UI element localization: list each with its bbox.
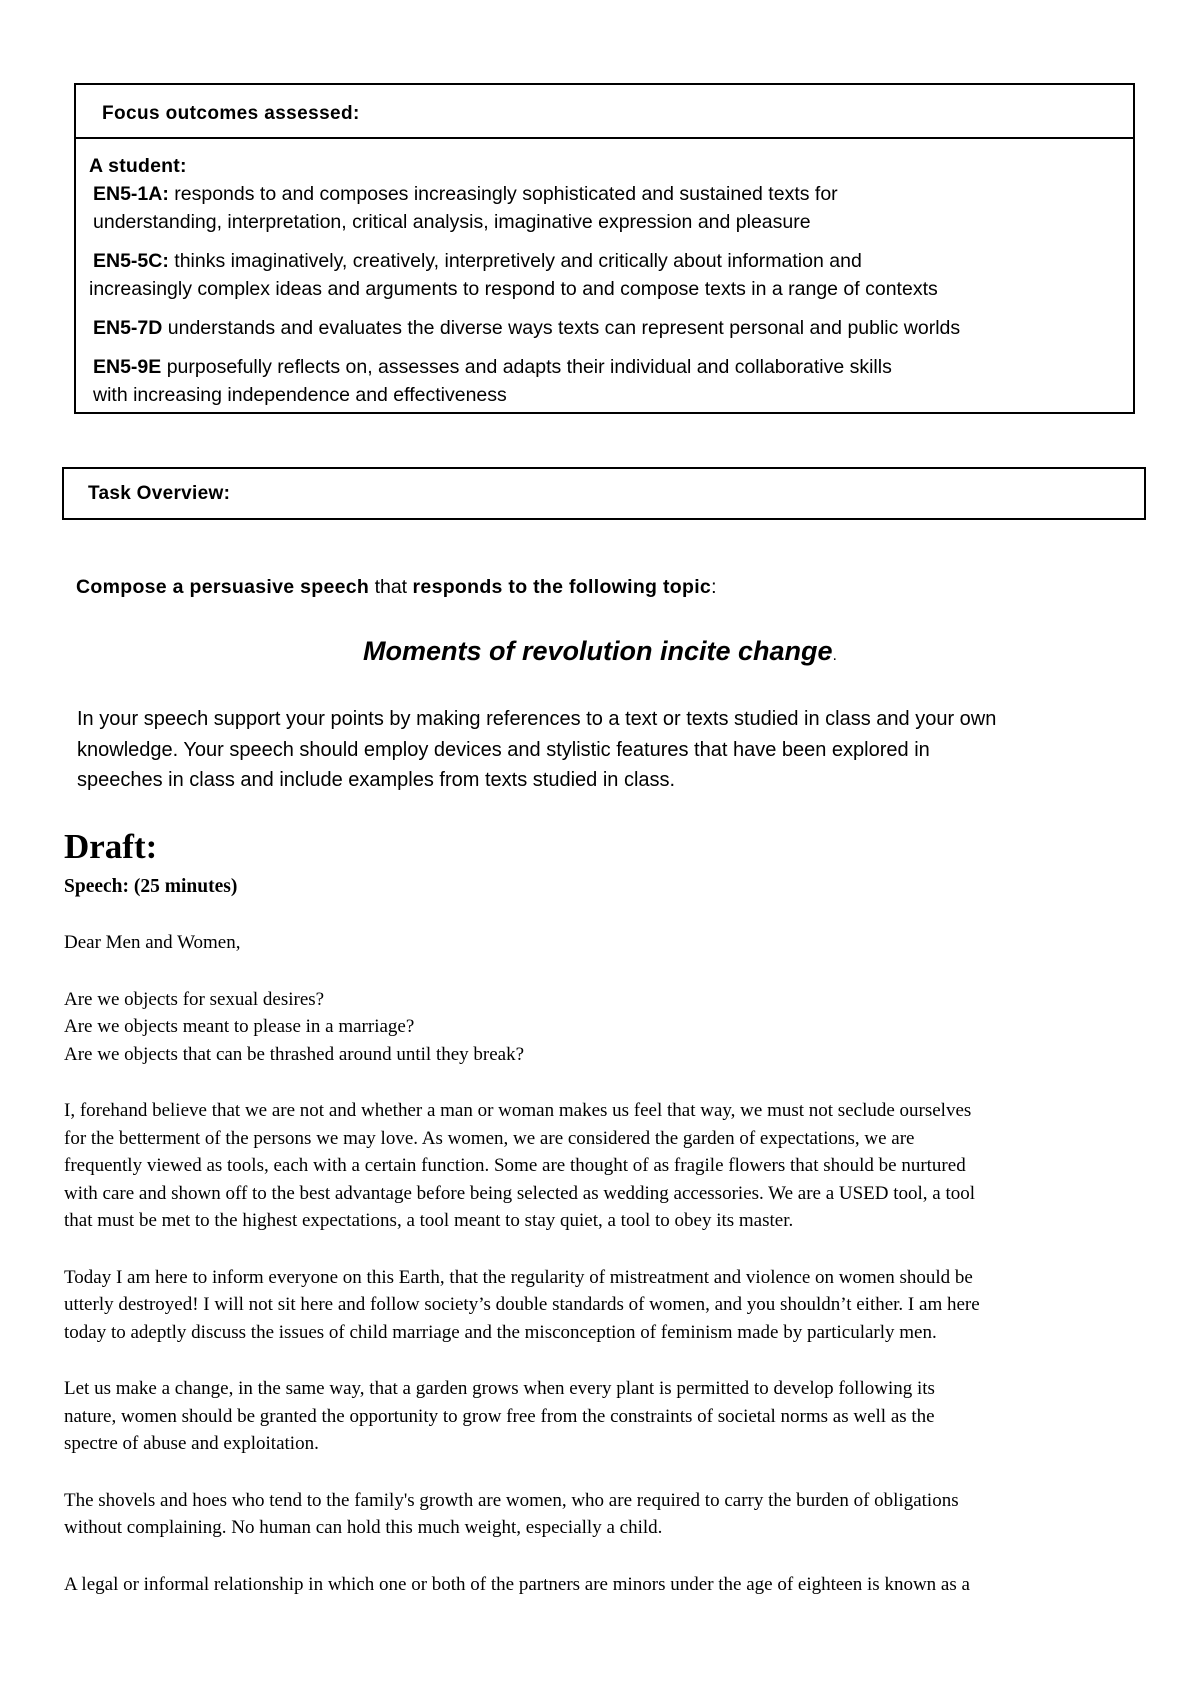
outcome-text: purposefully reflects on, assesses and adapts their individual and collaborative skills <box>161 356 892 378</box>
speech-line: today to adeptly discuss the issues of child marriage and the misconception of feminism made by particularly men. <box>64 1321 937 1343</box>
outcome-code: EN5-9E <box>93 356 162 378</box>
task-instructions <box>77 704 1157 796</box>
prompt-bold-responds: responds to the following topic <box>412 576 712 598</box>
speech-line: A legal or informal relationship in which one or both of the partners are minors under the age of eighteen is known as a <box>64 1573 970 1595</box>
focus-outcomes-heading: Focus outcomes assessed: <box>76 85 1133 139</box>
speech-line: Are we objects that can be thrashed around until they break? <box>64 1043 525 1065</box>
outcome-en5-5c <box>89 247 1133 303</box>
focus-outcomes-box <box>74 83 1135 414</box>
speech-paragraph <box>64 1487 1154 1542</box>
speech-line: frequently viewed as tools, each with a certain function. Some are thought of as fragile flowers that should be nurtured <box>64 1155 966 1176</box>
speech-line: with care and shown off to the best advantage before being selected as wedding accessories. We are a USED tool, a tool <box>64 1182 976 1204</box>
outcome-en5-7d <box>89 314 1133 342</box>
draft-title: Draft: <box>64 827 158 866</box>
draft-subtitle: Speech: (25 minutes) <box>64 876 238 897</box>
prompt-connector: that <box>369 576 413 598</box>
speech-paragraph <box>64 929 1154 957</box>
speech-line: for the betterment of the persons we may love. As women, we are considered the garden of expectations, we are <box>64 1127 915 1149</box>
prompt-bold-compose: Compose a persuasive speech <box>76 576 370 598</box>
student-label: A student: <box>89 155 187 177</box>
outcome-code: EN5-7D <box>93 317 163 339</box>
speech-line: Today I am here to inform everyone on this Earth, that the regularity of mistreatment and violence on women should be <box>64 1266 973 1288</box>
instruction-line: speeches in class and include examples from texts studied in class. <box>77 769 676 791</box>
outcome-text: thinks imaginatively, creatively, interpretively and critically about information and <box>168 250 862 272</box>
speech-paragraph <box>64 1264 1154 1347</box>
prompt-colon: : <box>711 576 717 598</box>
topic-period: . <box>832 647 837 664</box>
speech-paragraph <box>64 986 1154 1069</box>
task-overview-heading: Task Overview: <box>62 467 1146 520</box>
outcome-text: increasingly complex ideas and arguments to respond to and compose texts in a range of contexts <box>89 278 938 300</box>
speech-paragraph <box>64 1097 1154 1235</box>
speech-line: Dear Men and Women, <box>64 932 241 953</box>
speech-line: spectre of abuse and exploitation. <box>64 1433 319 1454</box>
outcome-text: understands and evaluates the diverse ways texts can represent personal and public worlds <box>162 317 961 339</box>
speech-body <box>64 929 1154 1627</box>
topic-text: Moments of revolution incite change <box>363 636 833 666</box>
outcome-en5-9e <box>89 353 1133 409</box>
speech-line: that must be met to the highest expectations, a tool meant to stay quiet, a tool to obey its master. <box>64 1210 794 1231</box>
focus-outcomes-body <box>76 139 1133 409</box>
instruction-line: knowledge. Your speech should employ devices and stylistic features that have been explored in <box>77 738 930 761</box>
outcome-en5-1a <box>89 180 1133 236</box>
outcome-text: understanding, interpretation, critical analysis, imaginative expression and pleasure <box>93 211 811 233</box>
instruction-line: In your speech support your points by making references to a text or texts studied in class and your own <box>77 708 997 730</box>
outcome-code: EN5-5C: <box>93 250 169 272</box>
speech-line: Let us make a change, in the same way, that a garden grows when every plant is permitted to develop following its <box>64 1378 935 1399</box>
speech-line: The shovels and hoes who tend to the family's growth are women, who are required to carry the burden of obligations <box>64 1489 959 1511</box>
speech-paragraph <box>64 1375 1154 1458</box>
outcome-code: EN5-1A: <box>93 183 169 205</box>
outcome-text: responds to and composes increasingly sophisticated and sustained texts for <box>168 183 838 205</box>
speech-line: utterly destroyed! I will not sit here and follow society’s double standards of women, and you shouldn’t either. I am here <box>64 1294 980 1315</box>
speech-line: Are we objects for sexual desires? <box>64 988 325 1010</box>
task-prompt <box>76 576 717 599</box>
speech-paragraph <box>64 1571 1154 1599</box>
speech-line: nature, women should be granted the opportunity to grow free from the constraints of societal norms as well as the <box>64 1405 935 1427</box>
speech-topic <box>0 636 1200 667</box>
speech-line: without complaining. No human can hold this much weight, especially a child. <box>64 1517 663 1538</box>
speech-line: I, forehand believe that we are not and whether a man or woman makes us feel that way, we must not seclude ourselves <box>64 1100 972 1121</box>
outcome-text: with increasing independence and effectiveness <box>93 384 507 406</box>
speech-line: Are we objects meant to please in a marriage? <box>64 1016 415 1037</box>
